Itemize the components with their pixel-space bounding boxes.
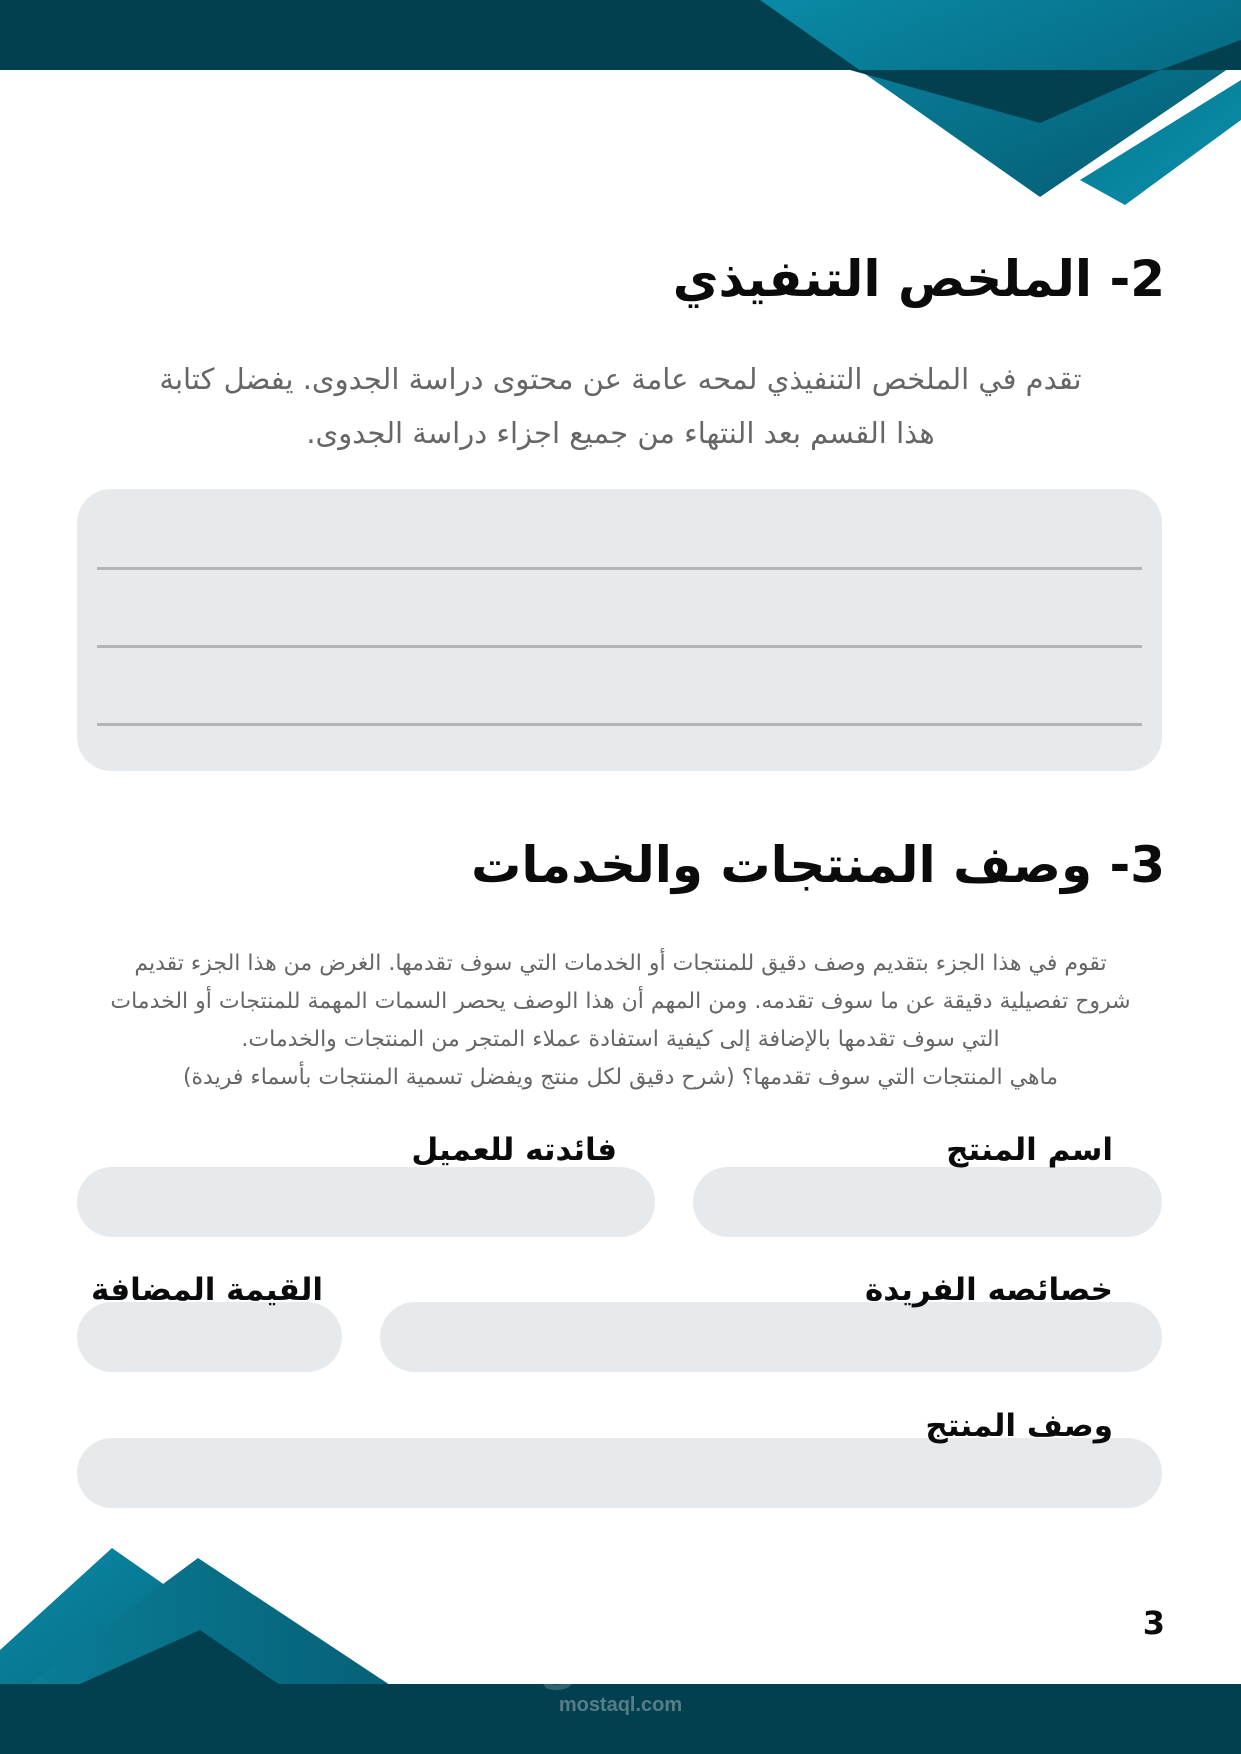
- unique-features-input[interactable]: [380, 1302, 1162, 1372]
- section-3-description-line: التي سوف تقدمها بالإضافة إلى كيفية استفادة عملاء المتجر من المنتجات والخدمات.: [241, 1027, 1000, 1052]
- product-name-label: اسم المنتج: [946, 1132, 1113, 1168]
- watermark-url: mostaql.com: [558, 1694, 683, 1716]
- writing-line: [97, 645, 1142, 648]
- section-2-heading: 2- الملخص التنفيذي: [672, 250, 1165, 308]
- executive-summary-input[interactable]: [77, 489, 1162, 771]
- footer-decoration: [0, 1530, 1241, 1754]
- watermark-logo: مستقل: [540, 1643, 701, 1694]
- section-3-heading: 3- وصف المنتجات والخدمات: [471, 836, 1165, 894]
- added-value-label: القيمة المضافة: [91, 1272, 323, 1308]
- product-name-input[interactable]: [693, 1167, 1162, 1237]
- section-2-description: [90, 352, 1151, 460]
- section-3-description-line: تقوم في هذا الجزء بتقديم وصف دقيق للمنتجات أو الخدمات التي سوف تقدمها. الغرض من هذا الجزء تقديم: [134, 951, 1107, 976]
- header-decoration: [0, 0, 1241, 240]
- customer-benefit-input[interactable]: [77, 1167, 655, 1237]
- section-2-description-line-1: تقدم في الملخص التنفيذي لمحه عامة عن محتوى دراسة الجدوى. يفضل كتابة: [159, 362, 1082, 396]
- product-description-label: وصف المنتج: [925, 1408, 1113, 1444]
- page-number: 3: [1142, 1604, 1165, 1642]
- section-2-description-line-2: هذا القسم بعد النتهاء من جميع اجزاء دراسة الجدوى.: [306, 416, 935, 450]
- section-3-description-line: شروح تفصيلية دقيقة عن ما سوف تقدمه. ومن المهم أن هذا الوصف يحصر السمات المهمة للمنتجات أو الخدمات: [110, 989, 1131, 1014]
- unique-features-label: خصائصه الفريدة: [864, 1272, 1113, 1308]
- added-value-input[interactable]: [77, 1302, 342, 1372]
- customer-benefit-label: فائدته للعميل: [411, 1132, 617, 1168]
- writing-line: [97, 723, 1142, 726]
- section-3-description: [50, 945, 1191, 1097]
- section-3-description-line: ماهي المنتجات التي سوف تقدمها؟ (شرح دقيق لكل منتج ويفضل تسمية المنتجات بأسماء فريدة): [182, 1065, 1059, 1090]
- product-description-input[interactable]: [77, 1438, 1162, 1508]
- writing-line: [97, 567, 1142, 570]
